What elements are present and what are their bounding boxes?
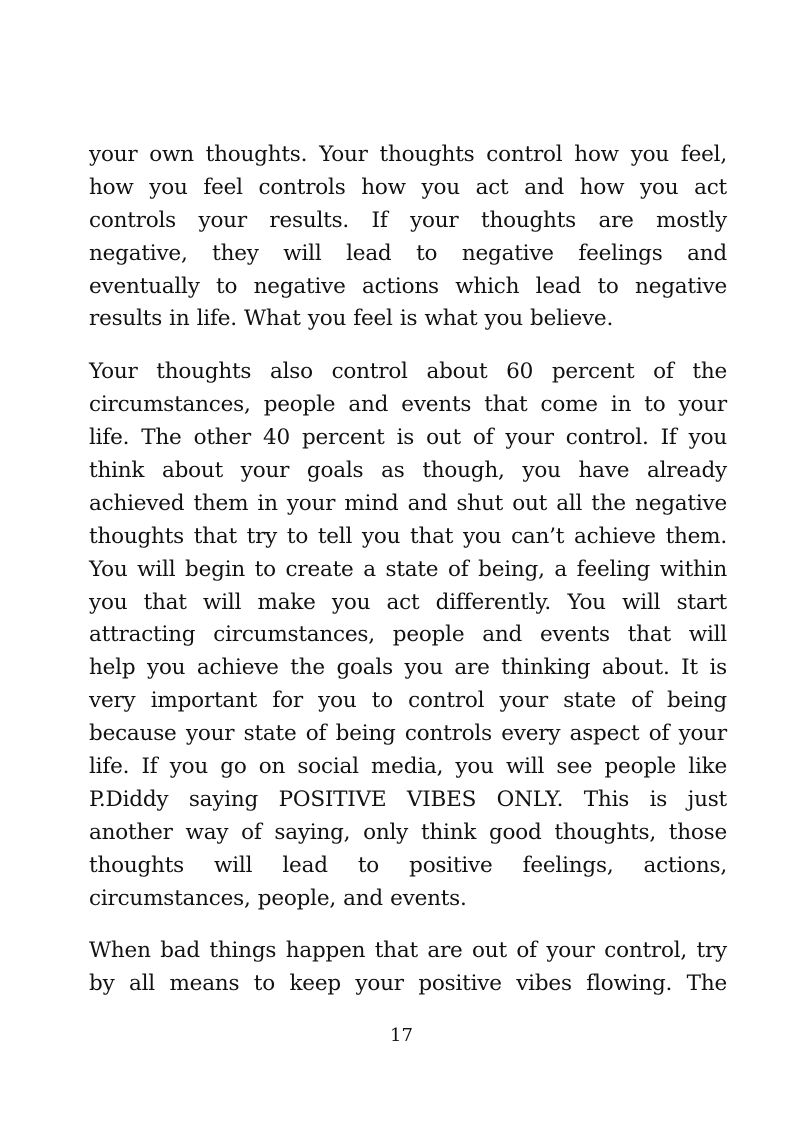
text-line: because your state of being controls every aspect of your [89, 721, 727, 747]
paragraph-3 [89, 935, 727, 1001]
text-line: how you feel controls how you act and how you act [89, 174, 727, 200]
text-line: life. If you go on social media, you will see people like [89, 754, 727, 780]
text-line: your own thoughts. Your thoughts control how you feel, [89, 142, 727, 167]
text-line: think about your goals as though, you have already [89, 458, 727, 484]
text-line: you that will make you act differently. You will start [89, 589, 727, 615]
paragraph-2 [89, 356, 727, 915]
text-line: thoughts that try to tell you that you can’t achieve them. [89, 523, 727, 549]
text-line: When bad things happen that are out of your control, try [89, 938, 727, 964]
page-number: 17 [390, 1025, 413, 1046]
text-line: achieved them in your mind and shut out all the negative [89, 490, 727, 516]
text-line: P.Diddy saying POSITIVE VIBES ONLY. This is just [89, 786, 727, 812]
text-line: by all means to keep your positive vibes flowing. The [89, 971, 727, 997]
text-line: eventually to negative actions which lead to negative [89, 273, 727, 299]
text-line: results in life. What you feel is what you believe. [89, 306, 614, 332]
text-line: Your thoughts also control about 60 percent of the [89, 359, 727, 385]
text-line: help you achieve the goals you are thinking about. It is [89, 655, 727, 681]
text-line: negative, they will lead to negative feelings and [89, 240, 727, 266]
text-line: You will begin to create a state of being, a feeling within [89, 556, 727, 582]
page-body [89, 139, 727, 1021]
text-line: another way of saying, only think good thoughts, those [89, 819, 727, 845]
text-line: attracting circumstances, people and events that will [89, 622, 727, 648]
paragraph-1 [89, 139, 727, 336]
text-line: circumstances, people, and events. [89, 885, 467, 911]
text-line: controls your results. If your thoughts are mostly [89, 207, 727, 233]
text-line: life. The other 40 percent is out of your control. If you [89, 425, 727, 451]
text-line: very important for you to control your state of being [89, 688, 727, 714]
text-line: thoughts will lead to positive feelings, actions, [89, 852, 727, 878]
text-line: circumstances, people and events that come in to your [89, 392, 727, 418]
